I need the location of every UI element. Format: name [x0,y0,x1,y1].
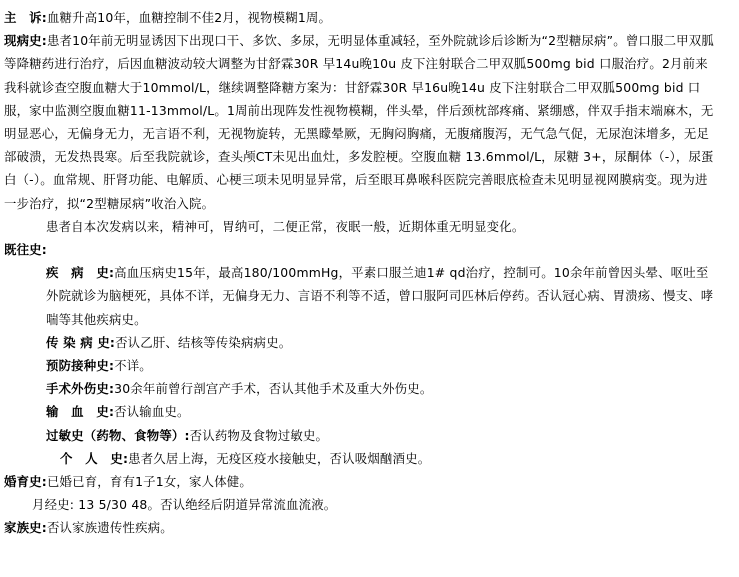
vaccination-history-text: 不详。 [114,358,152,374]
vaccination-history-label: 预防接种史: [46,358,115,374]
personal-history-text: 患者久居上海，无疫区疫水接触史，否认吸烟酗酒史。 [128,450,431,466]
family-history-line [4,516,717,539]
transfusion-history-text: 否认输血史。 [114,404,190,420]
chief-complaint-line [4,6,717,29]
surgery-history-label: 手术外伤史: [46,381,115,397]
past-history-allergy [4,424,717,447]
infectious-history-text: 否认乙肝、结核等传染病病史。 [115,334,292,350]
present-illness-label: 现病史: [4,33,47,49]
allergy-history-text: 否认药物及食物过敏史。 [189,427,329,443]
disease-history-text: 高血压病史15年，最高180/100mmHg，平素口服兰迪1# qd治疗，控制可。10余年前曾因头晕、呕吐至外院就诊为脑梗死，具体不详，无偏身无力、言语不利等不适，曾口服阿司匹林后停药。否认冠心病、胃溃疡、慢支、哮喘等其他疾病史。 [46,265,714,327]
past-history-transfusion [4,400,717,423]
past-history-vaccination [4,354,717,377]
allergy-history-label: 过敏史（药物、食物等）: [46,427,190,443]
transfusion-history-label: 输 血 史: [46,404,115,420]
past-history-infectious [4,331,717,354]
chief-complaint-text: 血糖升高10年，血糖控制不佳2月，视物模糊1周。 [46,10,332,25]
general-condition-text: 患者自本次发病以来，精神可，胃纳可，二便正常，夜眠一般，近期体重无明显变化。 [46,218,525,234]
marital-history-line [4,470,717,493]
disease-history-label: 疾 病 史: [46,265,115,281]
past-history-label: 既往史: [4,242,47,258]
marital-history-text: 已婚已育，育有1子1女，家人体健。 [46,474,252,490]
personal-history-label: 个 人 史: [60,450,129,466]
infectious-history-label: 传 染 病 史: [46,334,116,350]
family-history-text: 否认家族遗传性疾病。 [46,520,173,536]
menstrual-history-line [4,493,717,516]
surgery-history-text: 30余年前曾行剖宫产手术，否认其他手术及重大外伤史。 [114,381,433,397]
marital-history-label: 婚育史: [4,474,47,490]
past-history-heading [4,238,717,261]
past-history-surgery [4,377,717,400]
past-history-personal [4,447,717,470]
present-illness-paragraph [4,29,717,215]
general-condition-paragraph [4,215,717,238]
present-illness-text: 患者10年前无明显诱因下出现口干、多饮、多尿，无明显体重减轻，至外院就诊后诊断为“2型糖尿病”。曾口服二甲双胍等降糖药进行治疗，后因血糖波动较大调整为甘舒霖30R 早14u晚10u 皮下注射联合二甲双胍500mg bid 口服治疗。2月前来我科就诊查空腹血糖大于10mmol/L，继续调整降糖方案为：甘舒霖30R 早16u晚14u 皮下注射联合二甲双胍500mg bid 口服，家中监测空腹血糖11-13mmol/L。1周前出现阵发性视物模糊，伴头晕，伴后颈枕部疼痛、紧绷感，伴双手指末端麻木，无明显恶心，无偏身无力，无言语不利，无视物旋转，无黑矇晕厥，无胸闷胸痛，无腹痛腹泻，无气急气促，无尿泡沫增多，无足部破溃，无发热畏寒。后至我院就诊，查头颅CT未见出血灶，多发腔梗。空腹血糖 13.6mmol/L，尿糖 3+，尿酮体（-），尿蛋白（-）。血常规、肝肾功能、电解质、心梗三项未见明显异常，后至眼耳鼻喉科医院完善眼底检查未见明显视网膜病变。现为进一步治疗，拟“2型糖尿病”收治入院。 [4,33,714,211]
chief-complaint-label: 主 诉: [4,10,47,25]
family-history-label: 家族史: [4,520,47,536]
menstrual-history-text: 月经史: 13 5/30 48。否认绝经后阴道异常流血流液。 [32,497,337,513]
past-history-disease [4,261,717,331]
